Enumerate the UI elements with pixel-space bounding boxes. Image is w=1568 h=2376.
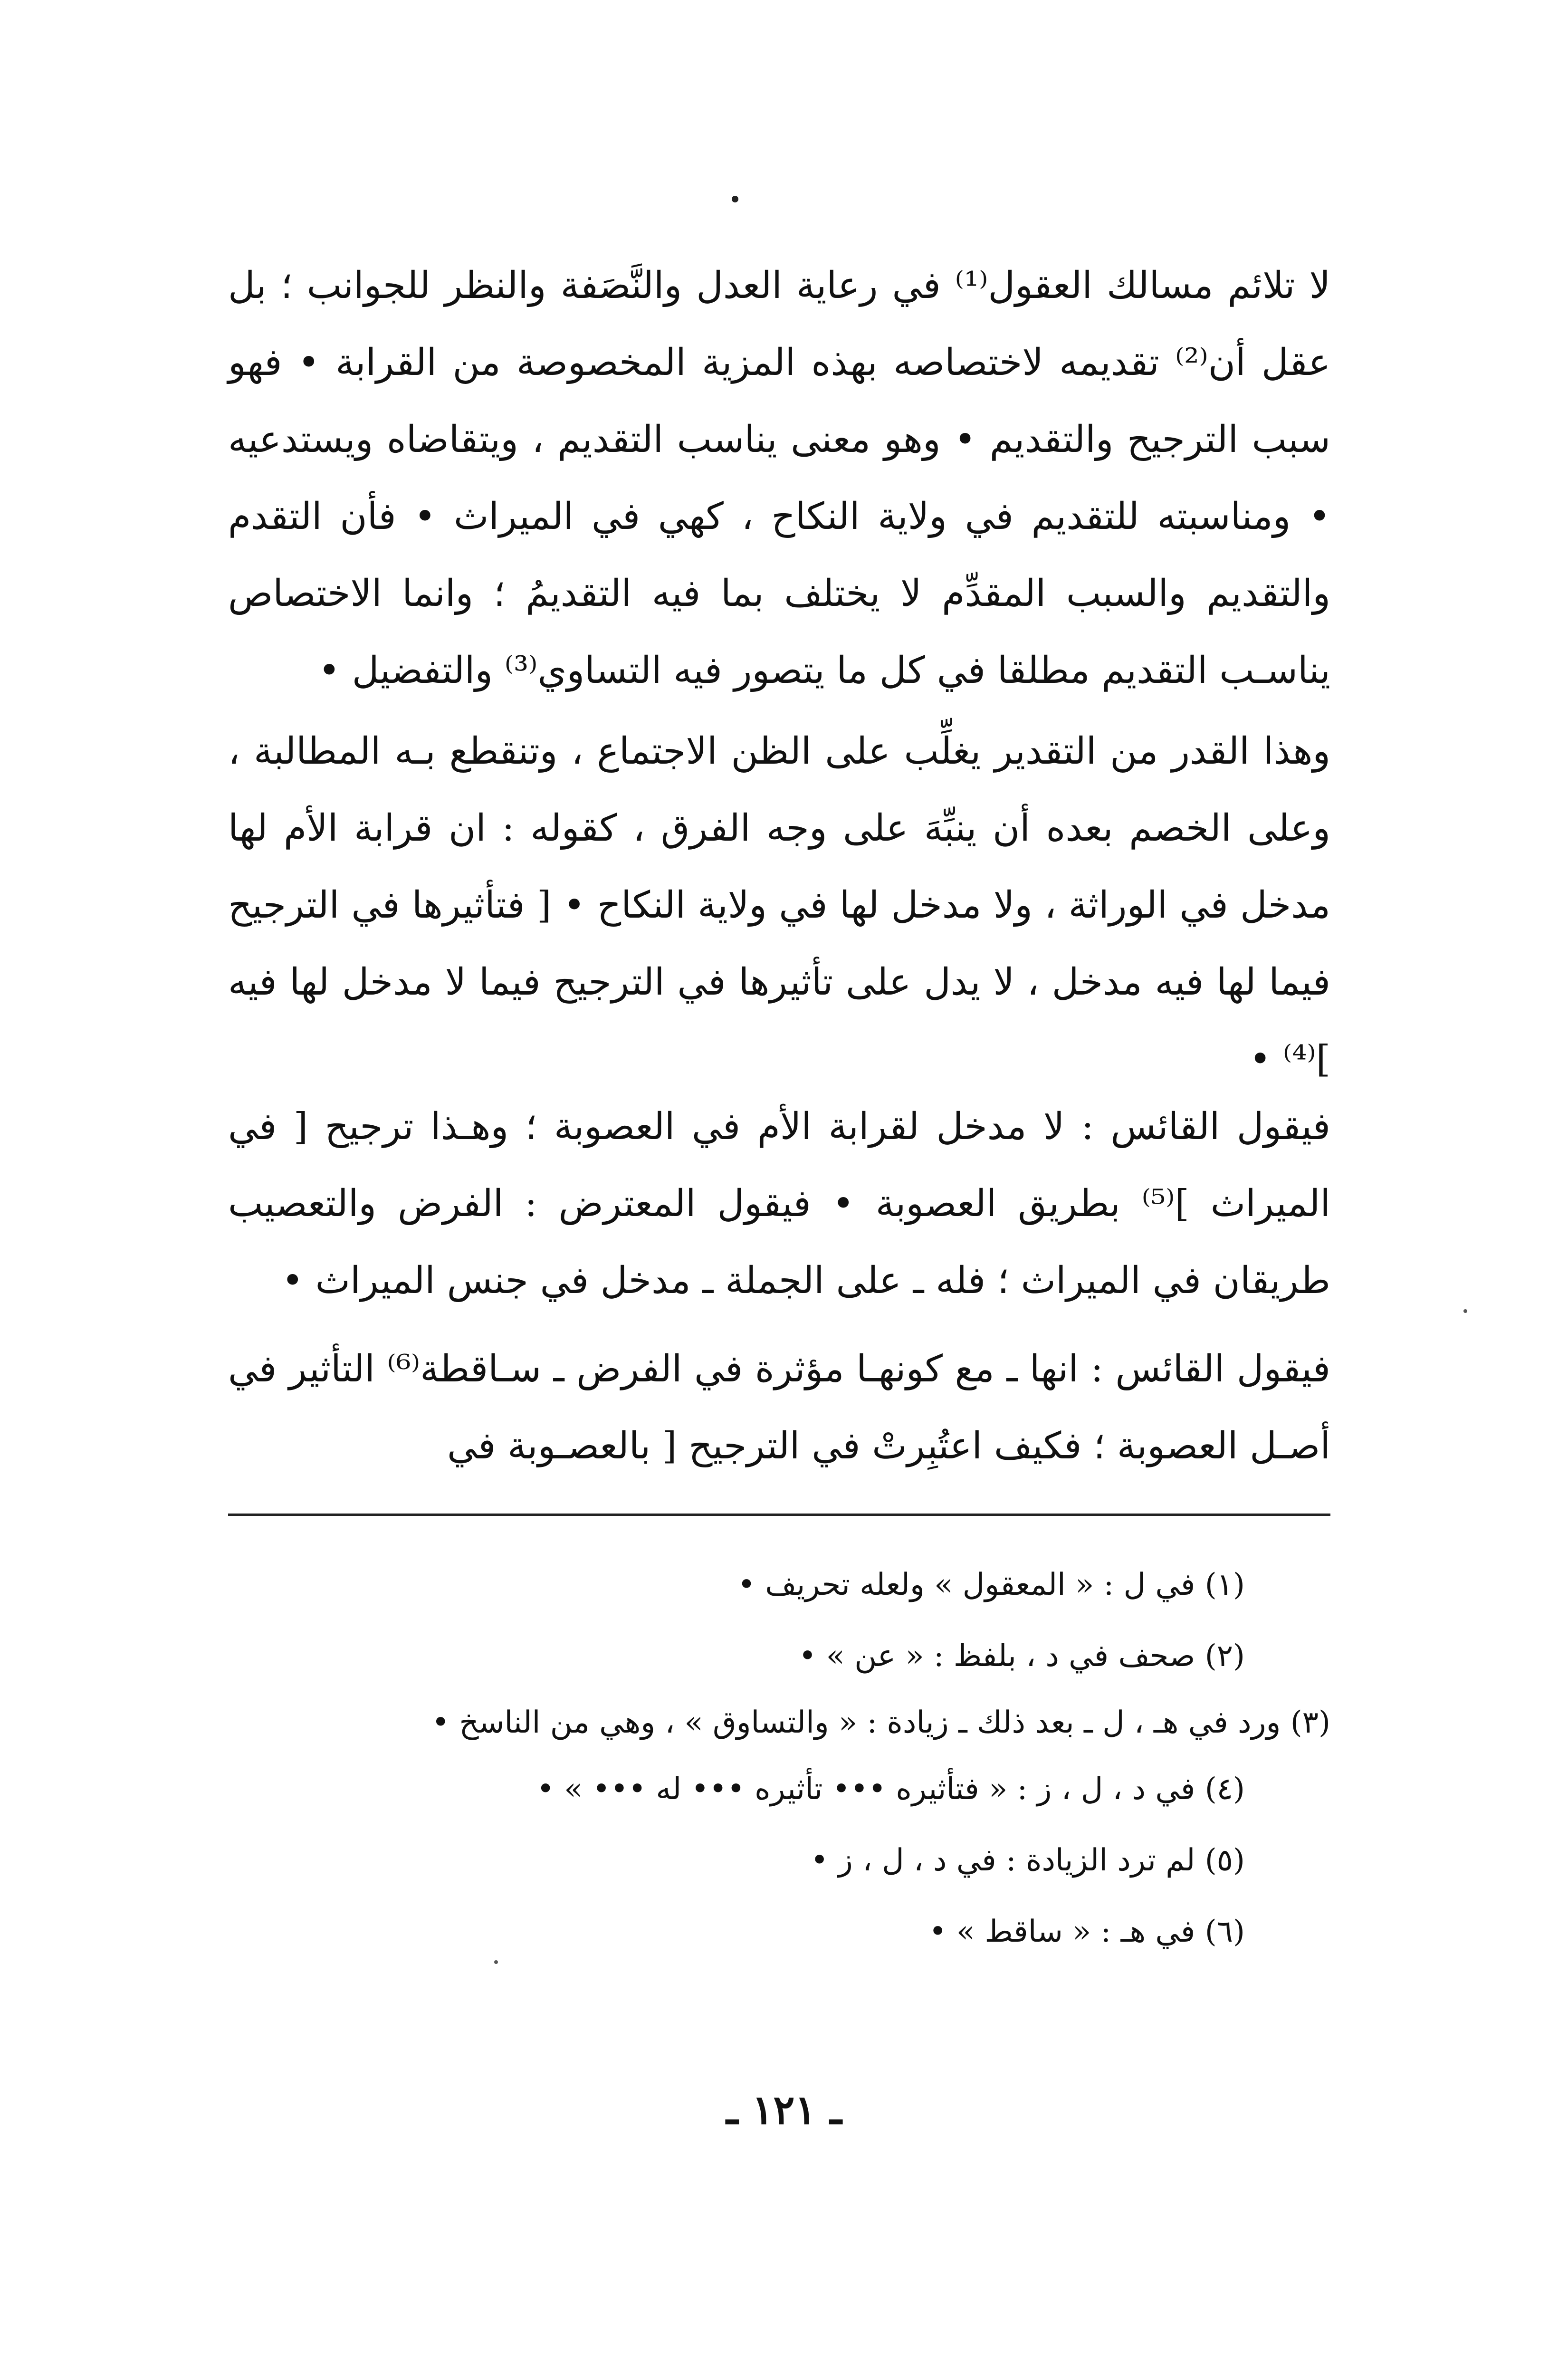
main-text-paragraph-3 xyxy=(228,1088,1330,1319)
main-text-paragraph-4 xyxy=(228,1331,1330,1485)
paragraph-text: فيقول القائس : انها ـ مع كونهـا مؤثرة في الفرض ـ سـاقطة⁽⁶⁾ التأثير في أصـل العصوبة ؛ فكيف اعتُبِرتْ في الترجيح [ بالعصـوبة في xyxy=(228,1348,1330,1467)
footnote-2: (٢) صحف في د ، بلفظ : « عن » • xyxy=(798,1638,1245,1674)
paragraph-text: لا تلائم مسالك العقول⁽¹⁾ في رعاية العدل والنَّصَفة والنظر للجوانب ؛ بل عقل أن⁽²⁾ تقديمه لاختصاصه بهذه المزية المخصوصة من القرابة • فهو سبب الترجيح والتقديم • وهو معنى يناسب التقديم ، ويتقاضاه ويستدعيه • ومناسبته للتقديم في ولاية النكاح ، كهي في الميراث • فأن التقدم والتقديم والسبب المقدِّم لا يختلف بما فيه التقديمُ ؛ وانما الاختصاص يناسـب التقديم مطلقا في كل ما يتصور فيه التساوي⁽³⁾ والتفضيل • xyxy=(228,264,1331,692)
page-speck xyxy=(1463,1309,1467,1313)
footnote-6: (٦) في هـ : « ساقط » • xyxy=(928,1914,1245,1949)
footnote-5: (٥) لم ترد الزيادة : في د ، ل ، ز • xyxy=(810,1843,1245,1878)
footnote-4: (٤) في د ، ل ، ز : « فتأثيره ••• تأثيره ••• له ••• » • xyxy=(536,1772,1245,1807)
footnote-1: (١) في ل : « المعقول » ولعله تحريف • xyxy=(737,1567,1245,1602)
page-mark xyxy=(732,196,738,202)
footnotes xyxy=(228,1549,1330,1967)
main-text-paragraph-1 xyxy=(228,247,1330,709)
paragraph-text: وهذا القدر من التقدير يغلِّب على الظن الاجتماع ، وتنقطع بـه المطالبة ، وعلى الخصم بعده أن ينبِّهَ على وجه الفرق ، كقوله : ان قرابة الأم لها مدخل في الوراثة ، ولا مدخل لها في ولاية النكاح • [ فتأثيرها في الترجيح فيما لها فيه مدخل ، لا يدل على تأثيرها في الترجيح فيما لا مدخل لها فيه ]⁽⁴⁾ • xyxy=(228,730,1330,1081)
page-number: ـ ١٢١ ـ xyxy=(726,2086,842,2133)
footnote-3: (٣) ورد في هـ ، ل ـ بعد ذلك ـ زيادة : « والتساوق » ، وهي من الناسخ • xyxy=(431,1705,1330,1740)
main-text-paragraph-2 xyxy=(228,713,1330,1098)
footnote-separator xyxy=(228,1514,1330,1516)
paragraph-text: فيقول القائس : لا مدخل لقرابة الأم في العصوبة ؛ وهـذا ترجيح [ في الميراث ]⁽⁵⁾ بطريق العصوبة • فيقول المعترض : الفرض والتعصيب طريقان في الميراث ؛ فله ـ على الجملة ـ مدخل في جنس الميراث • xyxy=(228,1105,1330,1302)
